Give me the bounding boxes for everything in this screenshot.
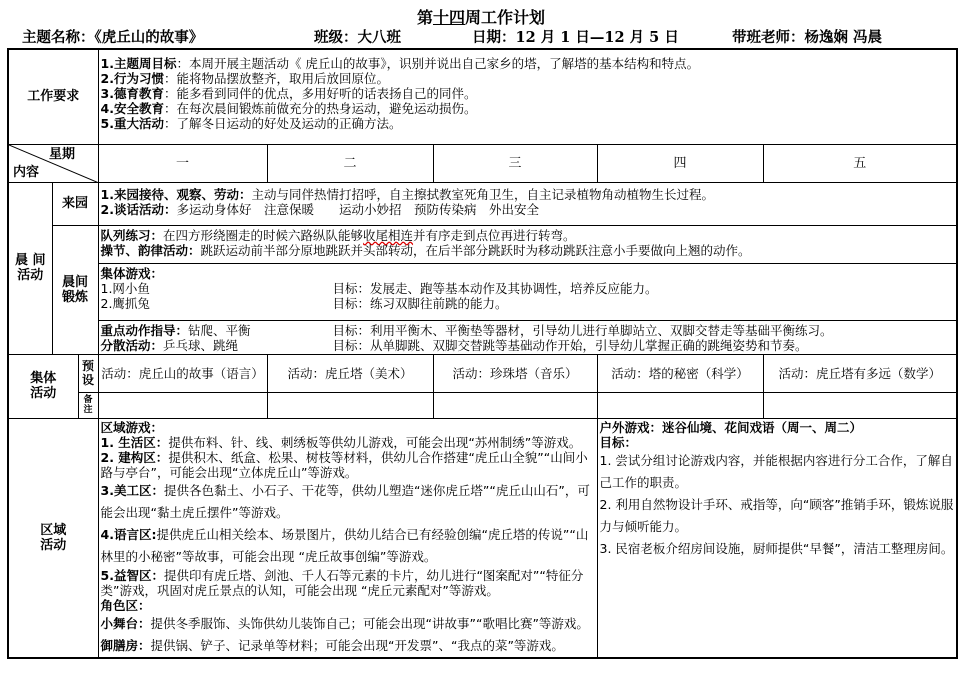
activity-mon: 活动：虎丘山的故事（语言） [98,354,267,392]
work-req-content: 1.主题周目标：本周开展主题活动《 虎丘山的故事》，识别并说出自己家乡的塔，了解塔的基本结构和特点。 2.行为习惯：能将物品摆放整齐，取用后放回原位。 3.德育教育：能多看到同伴的优点，多用好听的话表扬自己的同伴。 4.安全教育：在每次晨间锻炼前做充分的热身运动，避免运动损伤。 5.重大活动：了解冬日运动的好处及运动的正确方法。 [98,49,957,144]
day-tue: 二 [267,144,433,182]
queue-content: 队列练习：在四方形绕圈走的时候六路纵队能够收尾相连并有序走到点位再进行转弯。 操节、韵律活动：跳跃运动前半部分原地跳跃并头部转动，在后半部分跳跃时为移动跳跃注意小手要做向上翘的动作。 [98,225,957,263]
note-wed [433,392,597,418]
morning-label: 晨 间 活动 [8,182,52,354]
area-games: 区域游戏： 1. 生活区：提供布料、针、线、刺绣板等供幼儿游戏，可能会出现“苏州制绣”等游戏。 2. 建构区：提供积木、纸盒、松果、树枝等材料，供幼儿合作搭建“虎丘山全貌”“山间小路与亭台”，可能会出现“立体虎丘山”等游戏。 3.美工区：提供各色黏土、小石子、干花等，供幼儿塑造“迷你虎丘塔”“虎丘山山石”，可能会出现“黏土虎丘摆件”等游戏。 4.语言区:提供虎丘山相关绘本、场景图片，供幼儿结合已有经验创编“虎丘塔的传说”“山林里的小秘密”等故事，可能会出现 “虎丘故事创编”等游戏。 5.益智区：提供印有虎丘塔、剑池、千人石等元素的卡片，幼儿进行“图案配对”“特征分类”游戏，巩固对虎丘景点的认知，可能会出现 “虎丘元素配对”等游戏。 角色区： 小舞台：提供冬季服饰、头饰供幼儿装饰自己；可能会出现“讲故事”“歌唱比赛”等游戏。 御膳房：提供锅、铲子、记录单等材料；可能会出现“开发票”、“我点的菜”等游戏。 [98,418,597,658]
note-label: 备 注 [78,392,98,418]
activity-tue: 活动：虎丘塔（美术） [267,354,433,392]
note-thu [597,392,763,418]
preset-label: 预 设 [78,354,98,392]
note-fri [763,392,957,418]
note-tue [267,392,433,418]
focus-content: 重点动作指导：钻爬、平衡 目标：利用平衡木、平衡垫等器材，引导幼儿进行单脚站立、双脚交替走等基础平衡练习。 分散活动：乒乓球、跳绳 目标：从单脚跳、双脚交替跳等基础动作开始，引导幼儿掌握正确的跳绳姿势和节奏。 [98,320,957,354]
work-req-label: 工作要求 [8,49,98,144]
theme-name: 主题名称：《虎丘山的故事》 [22,29,204,46]
day-thu: 四 [597,144,763,182]
date-range: 日期：12 月 1 日—12 月 5 日 [472,29,679,46]
exercise-label: 晨间 锻炼 [52,225,98,354]
area-label: 区域 活动 [8,418,98,658]
day-fri: 五 [763,144,957,182]
week-number: 十四 [432,8,465,27]
arrival-content: 1.来园接待、观察、劳动：主动与同伴热情打招呼，自主擦拭教室死角卫生，自主记录植物角动植物生长过程。 2.谈话活动：多运动身体好 注意保暖 运动小妙招 预防传染病 外出安全 [98,182,957,225]
week-label: 星期 [49,146,76,162]
weekly-plan-table [7,48,958,659]
page-title: 第十四周工作计划 [416,8,546,27]
outdoor-games: 户外游戏：迷谷仙境、花间戏语（周一、周二） 目标： 1. 尝试分组讨论游戏内容，并能根据内容进行分工合作，了解自己工作的职责。 2. 利用自然物设计手环、戒指等，向“顾客”推销手环，锻炼说服力与倾听能力。 3. 民宿老板介绍房间设施，厨师提供“早餐”，清洁工整理房间。 [597,418,957,658]
activity-wed: 活动：珍珠塔（音乐） [433,354,597,392]
class-name: 班级：大八班 [314,29,401,46]
note-mon [98,392,267,418]
teacher-names: 带班老师：杨逸娴 冯晨 [732,29,883,46]
activity-thu: 活动：塔的秘密（科学） [597,354,763,392]
day-mon: 一 [98,144,267,182]
activity-fri: 活动：虎丘塔有多远（数学） [763,354,957,392]
arrival-label: 来园 [52,182,98,225]
collective-label: 集体 活动 [8,354,78,418]
content-label: 内容 [13,164,40,180]
day-wed: 三 [433,144,597,182]
week-content-corner [8,144,98,182]
group-games: 集体游戏： 1.网小鱼 目标：发展走、跑等基本动作及其协调性，培养反应能力。 2.鹰抓兔 目标：练习双脚往前跳的能力。 [98,263,957,320]
